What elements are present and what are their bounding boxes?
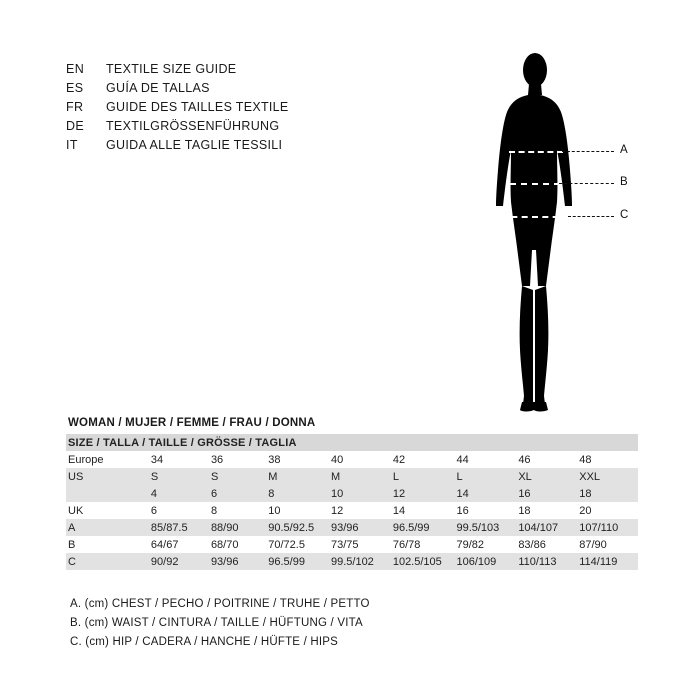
cell: 90.5/92.5	[266, 519, 329, 536]
gender-header: WOMAN / MUJER / FEMME / FRAU / DONNA	[68, 417, 316, 429]
cell: 102.5/105	[391, 553, 455, 570]
cell: 34	[149, 451, 209, 468]
row-label: UK	[66, 502, 149, 519]
cell: 12	[391, 485, 455, 502]
row-label: US	[66, 468, 149, 485]
leader-line-b	[559, 183, 614, 184]
measure-label-a: A	[620, 144, 628, 156]
cell: 99.5/103	[454, 519, 516, 536]
language-code: ES	[66, 81, 84, 95]
cell: 64/67	[149, 536, 209, 553]
cell: 96.5/99	[391, 519, 455, 536]
cell: 44	[454, 451, 516, 468]
row-label: A	[66, 519, 149, 536]
leader-line-c	[568, 216, 614, 217]
cell: 46	[516, 451, 577, 468]
row-label: Europe	[66, 451, 149, 468]
cell: 40	[329, 451, 391, 468]
table-row	[66, 502, 638, 519]
cell: 16	[516, 485, 577, 502]
cell: 96.5/99	[266, 553, 329, 570]
language-code: FR	[66, 100, 84, 114]
language-row	[66, 62, 446, 81]
measure-label-c: C	[620, 209, 629, 221]
leader-line-a	[562, 151, 614, 152]
cell: 68/70	[209, 536, 266, 553]
cell: 10	[266, 502, 329, 519]
size-table	[66, 434, 638, 570]
language-row	[66, 100, 446, 119]
language-title: GUÍA DE TALLAS	[106, 81, 210, 95]
cell: 106/109	[454, 553, 516, 570]
language-code: DE	[66, 119, 85, 133]
cell: 38	[266, 451, 329, 468]
measure-label-b: B	[620, 176, 628, 188]
cell: 104/107	[516, 519, 577, 536]
language-row	[66, 138, 446, 157]
cell: 114/119	[577, 553, 638, 570]
legend-row-chest: A. (cm) CHEST / PECHO / POITRINE / TRUHE / PETTO	[70, 598, 370, 610]
cell: 18	[577, 485, 638, 502]
cell: 4	[149, 485, 209, 502]
table-row	[66, 451, 638, 468]
table-row	[66, 553, 638, 570]
cell: 88/90	[209, 519, 266, 536]
cell: 10	[329, 485, 391, 502]
cell: 79/82	[454, 536, 516, 553]
cell: 73/75	[329, 536, 391, 553]
language-title-list	[66, 62, 446, 157]
legend-row-hip: C. (cm) HIP / CADERA / HANCHE / HÜFTE / HIPS	[70, 636, 339, 648]
language-code: EN	[66, 62, 85, 76]
measure-line-a	[509, 151, 563, 153]
size-table-area	[66, 415, 638, 570]
cell: 36	[209, 451, 266, 468]
cell: 8	[266, 485, 329, 502]
cell: L	[454, 468, 516, 485]
language-row	[66, 119, 446, 138]
cell: XXL	[577, 468, 638, 485]
cell: S	[149, 468, 209, 485]
cell: M	[329, 468, 391, 485]
cell: 99.5/102	[329, 553, 391, 570]
size-header-cell: SIZE / TALLA / TAILLE / GRÖSSE / TAGLIA	[66, 434, 638, 451]
language-code: IT	[66, 138, 78, 152]
cell: 70/72.5	[266, 536, 329, 553]
female-silhouette-icon	[470, 50, 650, 420]
cell: 8	[209, 502, 266, 519]
language-title: TEXTILGRÖSSENFÜHRUNG	[106, 119, 280, 133]
cell: 16	[454, 502, 516, 519]
cell: 110/113	[516, 553, 577, 570]
cell: 87/90	[577, 536, 638, 553]
table-row	[66, 519, 638, 536]
cell: 6	[149, 502, 209, 519]
measurement-legend	[66, 595, 626, 652]
cell: XL	[516, 468, 577, 485]
legend-row-waist: B. (cm) WAIST / CINTURA / TAILLE / HÜFTUNG / VITA	[70, 617, 363, 629]
cell: M	[266, 468, 329, 485]
cell: 107/110	[577, 519, 638, 536]
body-measurement-diagram	[470, 50, 650, 420]
measure-line-c	[501, 216, 569, 218]
cell: 90/92	[149, 553, 209, 570]
table-row	[66, 485, 638, 502]
cell: 93/96	[209, 553, 266, 570]
cell: 76/78	[391, 536, 455, 553]
row-label: B	[66, 536, 149, 553]
cell: 14	[454, 485, 516, 502]
table-row	[66, 536, 638, 553]
cell: 14	[391, 502, 455, 519]
cell: 48	[577, 451, 638, 468]
table-row	[66, 468, 638, 485]
language-title: TEXTILE SIZE GUIDE	[106, 62, 237, 76]
cell: 12	[329, 502, 391, 519]
measure-line-b	[510, 183, 560, 185]
language-title: GUIDA ALLE TAGLIE TESSILI	[106, 138, 283, 152]
cell: 6	[209, 485, 266, 502]
language-row	[66, 81, 446, 100]
row-label: C	[66, 553, 149, 570]
cell: 42	[391, 451, 455, 468]
table-row-size-header	[66, 434, 638, 451]
row-label	[66, 485, 149, 502]
cell: 85/87.5	[149, 519, 209, 536]
cell: 18	[516, 502, 577, 519]
cell: 83/86	[516, 536, 577, 553]
cell: S	[209, 468, 266, 485]
cell: 20	[577, 502, 638, 519]
cell: L	[391, 468, 455, 485]
language-title: GUIDE DES TAILLES TEXTILE	[106, 100, 289, 114]
cell: 93/96	[329, 519, 391, 536]
